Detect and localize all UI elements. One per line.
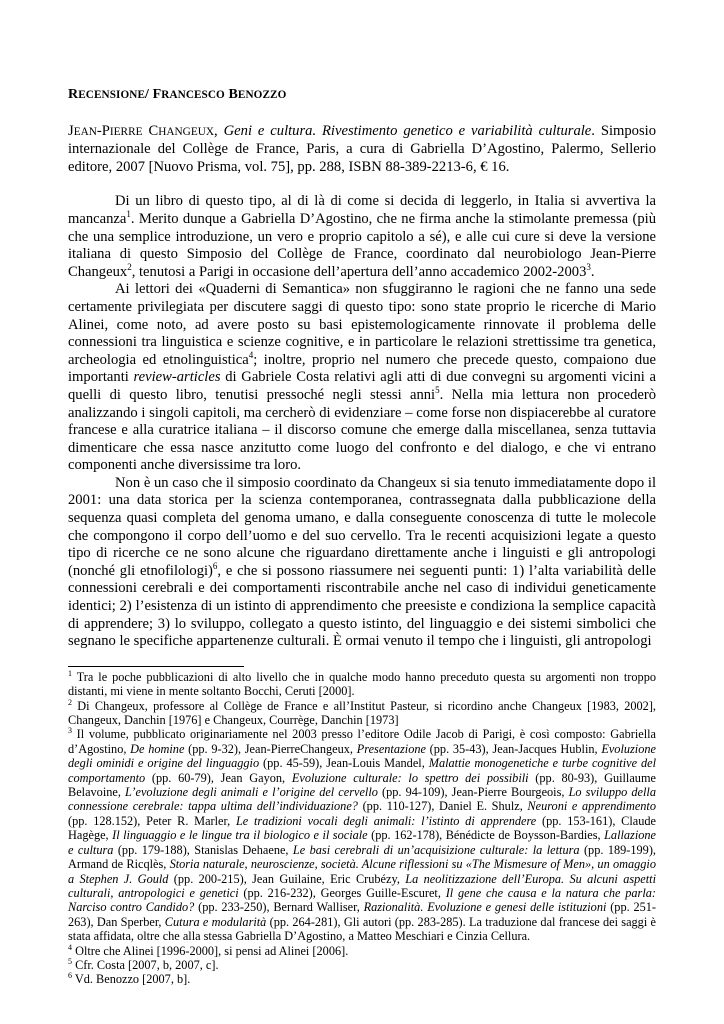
footnote-5-number: 5 <box>68 956 72 966</box>
footnote-6-text: Vd. Benozzo [2007, b]. <box>72 972 191 987</box>
fn3-title: De homine <box>130 741 185 756</box>
book-title: Geni e cultura. Rivestimento genetico e variabilità culturale <box>223 122 592 139</box>
fn3-text: (pp. 80-93), Guillaume Belavoine, <box>68 770 656 800</box>
fn3-text: (pp. 153-161), Claude Hagège, <box>68 813 656 843</box>
fn3-title: Storia naturale, neuroscienze, società. Alcune riflessioni su «The Mismesure of Men», un omaggio a Stephen J. Gould <box>68 857 656 886</box>
p2-italic-review-articles: review-articles <box>133 369 221 386</box>
heading-initial-r: R <box>68 87 79 102</box>
p3-text-b: , e che si possono riassumere nei seguenti punti: 1) l’alta variabilità delle connessioni cerebrali e dei comportamenti riscontrabile anche nel caso di individui geneticamente identici; 2) l’esistenza di un istinto di apprendimento che preesiste e condiziona la semplice capacità di apprendere; 3) lo sviluppo, collegato a questo istinto, del linguaggio e dei sistemi simbolici che segnano le specifiche appartenenze culturali. È ormai venuto il tempo che i linguisti, gli antropologi <box>68 562 656 650</box>
footnote-5 <box>68 958 656 972</box>
heading-slash: / <box>145 87 153 102</box>
footnote-4 <box>68 944 656 958</box>
footnote-separator <box>68 666 244 667</box>
fn3-text: (pp. 179-188), Stanislas Dehaene, <box>113 842 293 857</box>
fn3-title: L’evoluzione degli animali e l’origine del cervello <box>125 785 378 800</box>
p1-text-b: . Merito dunque a Gabriella D’Agostino, che ne firma anche la stimolante premessa (più che una semplice introduzione, un vero e proprio capitolo a sé), e alle cui cure si deve la versione italiana di questo Simposio del Collège de France, coordinato dal neurobiologo Jean-Pierre Changeux <box>68 210 656 280</box>
p2-text-c: di Gabriele Costa relativi agli atti di due convegni su argomenti vicini a quelli di questo libro, tenutisi pressoché negli stessi anni <box>68 369 656 403</box>
footnote-ref-1: 1 <box>126 209 131 220</box>
p2-text-a: Ai lettori dei «Quaderni di Semantica» non sfuggiranno le ragioni che ne fanno una sede certamente privilegiata per discutere saggi di questo tipo: sono state proprio le ricerche di Mario Alinei, come noto, ad avere posto su basi epistemologicamente rinnovate il problema delle connessioni tra linguistica e scienze cognitive, e in particolare le relazioni strettissime tra genetica, archeologia ed etnolinguistica <box>68 281 656 368</box>
fn3-title: Malattie monogenetiche e turbe cognitive del comportamento <box>68 756 656 785</box>
footnotes <box>68 670 656 987</box>
footnote-2-number: 2 <box>68 697 72 707</box>
fn3-title: Presentazione <box>356 741 426 756</box>
fn3-text: (pp. 189-199), Armand de Ricqlès, <box>68 842 656 872</box>
fn3-text: (pp. 251-263), Dan Sperber, <box>68 900 657 929</box>
p2-text-d: . Nella mia lettura non procederò analizzando i singoli capitoli, ma cercherò di evidenziare – come forse non dispiacerebbe al curatore francese e alla curatrice italiana – il discorso comune che emerge dalla miscellanea, senza tuttavia dimenticare che essa nasce anzitutto come luogo del confronto e del dialogo, e che vi entrano componenti anche diversissime tra loro. <box>68 386 656 474</box>
fn3-text: (pp. 60-79), Jean Gayon, <box>145 770 292 785</box>
fn3-title: Neuroni e apprendimento <box>527 799 656 814</box>
footnote-2-text: Di Changeux, professore al Collège de France e all’Institut Pasteur, si ricordino anche Changeux [1983, 2002], Changeux, Danchin [1976] e Changeux, Courrège, Danchin [1973] <box>68 698 656 728</box>
footnote-1-number: 1 <box>68 668 72 678</box>
author-ean: EAN <box>73 125 97 138</box>
footnote-ref-3: 3 <box>586 261 591 272</box>
heading-initial-b: B <box>224 87 238 102</box>
footnote-1-text: Tra le poche pubblicazioni di alto livello che in qualche modo hanno preceduto questa su argomenti non troppo distanti, mi viene in mente soltanto Bocchi, Ceruti [2000]. <box>68 669 656 699</box>
fn3-text: (pp. 200-215), Jean Guilaine, Eric Crubézy, <box>168 871 406 886</box>
fn3-text: Il volume, pubblicato originariamente nel 2003 presso l’editore Odile Jacob di Parigi, è così composto: Gabriella d’Agostino, <box>68 727 656 756</box>
p1-text-c: , tenutosi a Parigi in occasione dell’apertura dell’anno accademico 2002-2003 <box>131 263 587 280</box>
footnote-2 <box>68 699 656 728</box>
heading-initial-f: F <box>152 87 162 102</box>
fn3-title: Evoluzione degli ominidi e origine del linguaggio <box>68 741 656 771</box>
p1-text-d: . <box>590 263 595 280</box>
fn3-title: Cutura e modularità <box>164 914 267 929</box>
author-p: -P <box>96 122 110 139</box>
heading-benozzo: ENOZZO <box>237 89 287 101</box>
heading-francesco: RANCESCO <box>161 89 225 101</box>
footnote-3 <box>68 727 656 943</box>
p2-text-b: ; inoltre, proprio nel numero che precede questo, compaiono due importanti <box>68 351 656 386</box>
author-ierre: IERRE <box>109 125 143 138</box>
paragraph-2 <box>68 281 656 475</box>
review-heading <box>68 86 656 105</box>
footnote-5-text: Cfr. Costa [2007, b, 2007, c]. <box>72 957 219 972</box>
footnote-6-number: 6 <box>68 971 72 981</box>
author-initial-j: J <box>68 122 74 139</box>
heading-recensione: ECENSIONE <box>78 89 146 101</box>
fn3-text: (pp. 35-43), Jean-Jacques Hublin, <box>425 741 602 756</box>
document-page <box>68 86 656 987</box>
paragraph-1 <box>68 193 656 281</box>
footnote-ref-5: 5 <box>435 385 440 396</box>
bibliographic-reference <box>68 123 656 177</box>
p3-text-a: Non è un caso che il simposio coordinato da Changeux si sia tenuto immediatamente dopo il 2001: una data storica per la scienza contemporanea, contrassegnata dalla pubblicazione della sequenza quasi completa del genoma umano, e dalla conseguente conoscenza di tutte le molecole che compongono il corpo dell’uomo e del suo cervello. Tra le recenti acquisizioni legate a questo tipo di ricerche ce ne sono alcune che riguardano direttamente anche i linguisti e gli antropologi (nonché gli etnofilologi) <box>68 474 656 579</box>
fn3-text: (pp. 94-109), Jean-Pierre Bourgeois, <box>377 785 569 800</box>
fn3-text: (pp. 9-32), Jean-PierreChangeux, <box>184 741 357 756</box>
fn3-text: (pp. 45-59), Jean-Louis Mandel, <box>259 756 429 771</box>
fn3-text: (pp. 128.152), Peter R. Marler, <box>68 813 236 828</box>
fn3-title: Il gene che causa e la natura che parla: Narciso contro Candido? <box>68 885 657 915</box>
fn3-title: Le basi cerebrali di un’acquisizione culturale: la lettura <box>292 842 580 857</box>
fn3-text: (pp. 233-250), Bernard Walliser, <box>194 900 364 915</box>
fn3-title: Le tradizioni vocali degli animali: l’istinto di apprendere <box>235 813 537 828</box>
author-hangeux: HANGEUX <box>158 125 215 138</box>
fn3-title: Evoluzione culturale: lo spettro dei possibili <box>291 770 529 785</box>
fn3-title: Il linguaggio e le lingue tra il biologico e il sociale <box>112 828 368 843</box>
footnote-ref-4: 4 <box>248 349 254 360</box>
fn3-title: Razionalità. Evoluzione e genesi delle istituzioni <box>363 900 607 915</box>
footnote-4-text: Oltre che Alinei [1996-2000], si pensi ad Alinei [2006]. <box>72 943 349 958</box>
fn3-title: Lallazione e cultura <box>68 828 657 857</box>
book-details: . Simposio internazionale del Collège de France, Paris, a cura di Gabriella D’Agostino, Palermo, Sellerio editore, 2007 [Nuovo Prisma, vol. 75], pp. 288, ISBN 88-389-2213-6, € 16. <box>68 122 656 175</box>
biblio-comma: , <box>214 122 224 139</box>
fn3-text: (pp. 264-281), Gli autori (pp. 283-285). La traduzione dal francese dei saggi è stata affidata, oltre che alla stessa Gabriella D’Agostino, a Matteo Meschiari e Cinzia Cellura. <box>68 914 656 944</box>
paragraph-3 <box>68 475 656 651</box>
footnote-4-number: 4 <box>68 942 72 952</box>
fn3-text: (pp. 216-232), Georges Guille-Escuret, <box>238 885 446 900</box>
footnote-3-number: 3 <box>68 726 72 736</box>
fn3-title: La neolitizzazione dell’Europa. Su alcuni aspetti culturali, antropologici e genetici <box>68 871 656 900</box>
author-initial-c: C <box>142 122 159 139</box>
p1-text-a: Di un libro di questo tipo, al di là di come si decida di leggerlo, in Italia si avvertiva la mancanza <box>68 193 656 227</box>
fn3-text: (pp. 162-178), Bénédicte de Boysson-Bardies, <box>367 828 605 843</box>
fn3-title: Lo sviluppo della connessione cerebrale: tappa ultima dell’individuazione? <box>68 785 656 814</box>
fn3-text: (pp. 110-127), Daniel E. Shulz, <box>357 799 528 814</box>
footnote-ref-2: 2 <box>127 261 132 272</box>
footnote-1 <box>68 670 656 699</box>
footnote-ref-6: 6 <box>212 560 218 571</box>
footnote-6 <box>68 972 656 986</box>
